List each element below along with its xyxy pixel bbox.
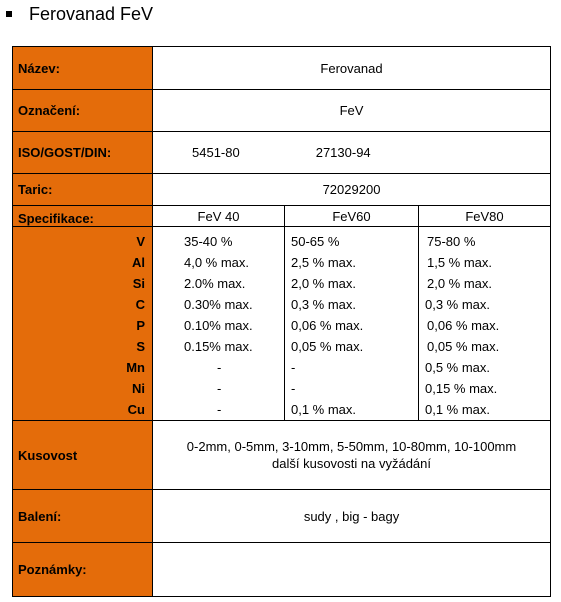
fev40-value: 0.15% max. <box>184 339 253 354</box>
fev80-value: 0,3 % max. <box>425 297 491 312</box>
row-poznamky <box>13 543 551 597</box>
spec-col-fev80: FeV80 <box>419 206 551 227</box>
fev60-value: 0,06 % max. <box>291 318 364 333</box>
fev60-value: 2,0 % max. <box>291 276 357 291</box>
fev60-value: - <box>291 360 296 375</box>
fev80-value: 2,0 % max. <box>427 276 493 291</box>
row-spec <box>13 206 551 227</box>
spec-table <box>12 46 551 597</box>
kusovost-line-2: další kusovosti na vyžádání <box>272 456 431 471</box>
fev80-value: 0,5 % max. <box>425 360 491 375</box>
value-iso <box>153 132 551 174</box>
row-name <box>13 47 551 90</box>
row-baleni <box>13 490 551 543</box>
fev40-value: 2.0% max. <box>184 276 246 291</box>
element-labels <box>13 227 153 421</box>
label-kusovost: Kusovost <box>13 421 153 490</box>
element-label: Al <box>132 255 145 270</box>
fev80-value: 0,05 % max. <box>427 339 500 354</box>
bullet-icon <box>6 11 12 17</box>
value-name: Ferovanad <box>153 47 551 90</box>
fev40-value: 0.30% max. <box>184 297 253 312</box>
label-name: Název: <box>13 47 153 90</box>
fev40-value: - <box>217 381 222 396</box>
label-poznamky: Poznámky: <box>13 543 153 597</box>
label-mark: Označení: <box>13 90 153 132</box>
fev40-values <box>153 227 285 421</box>
spec-col-fev60: FeV60 <box>285 206 419 227</box>
element-label: Cu <box>127 402 145 417</box>
kusovost-line-1: 0-2mm, 0-5mm, 3-10mm, 5-50mm, 10-80mm, 10-100mm <box>186 439 517 454</box>
row-iso <box>13 132 551 174</box>
value-taric: 72029200 <box>153 174 551 206</box>
fev40-value: 0.10% max. <box>184 318 253 333</box>
element-label: Mn <box>126 360 145 375</box>
heading-title: Ferovanad FeV <box>29 3 154 24</box>
row-chemistry <box>13 227 551 421</box>
value-kusovost <box>153 421 551 490</box>
fev60-values <box>285 227 419 421</box>
element-label: C <box>135 297 145 312</box>
label-iso: ISO/GOST/DIN: <box>13 132 153 174</box>
label-baleni: Balení: <box>13 490 153 543</box>
fev80-value: 0,06 % max. <box>427 318 500 333</box>
element-label: P <box>136 318 145 333</box>
row-taric <box>13 174 551 206</box>
fev60-value: 2,5 % max. <box>291 255 357 270</box>
fev40-value: 4,0 % max. <box>184 255 250 270</box>
fev40-value: 35-40 % <box>184 234 233 249</box>
fev40-value: - <box>217 360 222 375</box>
label-taric: Taric: <box>13 174 153 206</box>
value-mark: FeV <box>153 90 551 132</box>
fev80-values <box>419 227 551 421</box>
page-heading <box>6 0 153 28</box>
spec-col-fev40: FeV 40 <box>153 206 285 227</box>
element-label: V <box>136 234 145 249</box>
row-mark <box>13 90 551 132</box>
fev40-value: - <box>217 402 222 417</box>
fev60-value: 0,05 % max. <box>291 339 364 354</box>
fev60-value: 0,3 % max. <box>291 297 357 312</box>
element-label: S <box>136 339 145 354</box>
fev80-value: 1,5 % max. <box>427 255 493 270</box>
element-label: Ni <box>132 381 145 396</box>
iso-value-2: 27130-94 <box>315 145 371 160</box>
iso-value-1: 5451-80 <box>192 145 240 160</box>
value-baleni: sudy , big - bagy <box>153 490 551 543</box>
element-label: Si <box>132 276 145 291</box>
fev60-value: 0,1 % max. <box>291 402 357 417</box>
value-poznamky <box>153 543 551 597</box>
fev80-value: 0,1 % max. <box>425 402 491 417</box>
row-kusovost <box>13 421 551 490</box>
label-spec: Specifikace: <box>13 206 153 227</box>
fev80-value: 0,15 % max. <box>425 381 498 396</box>
fev60-value: - <box>291 381 296 396</box>
fev80-value: 75-80 % <box>427 234 476 249</box>
fev60-value: 50-65 % <box>291 234 340 249</box>
